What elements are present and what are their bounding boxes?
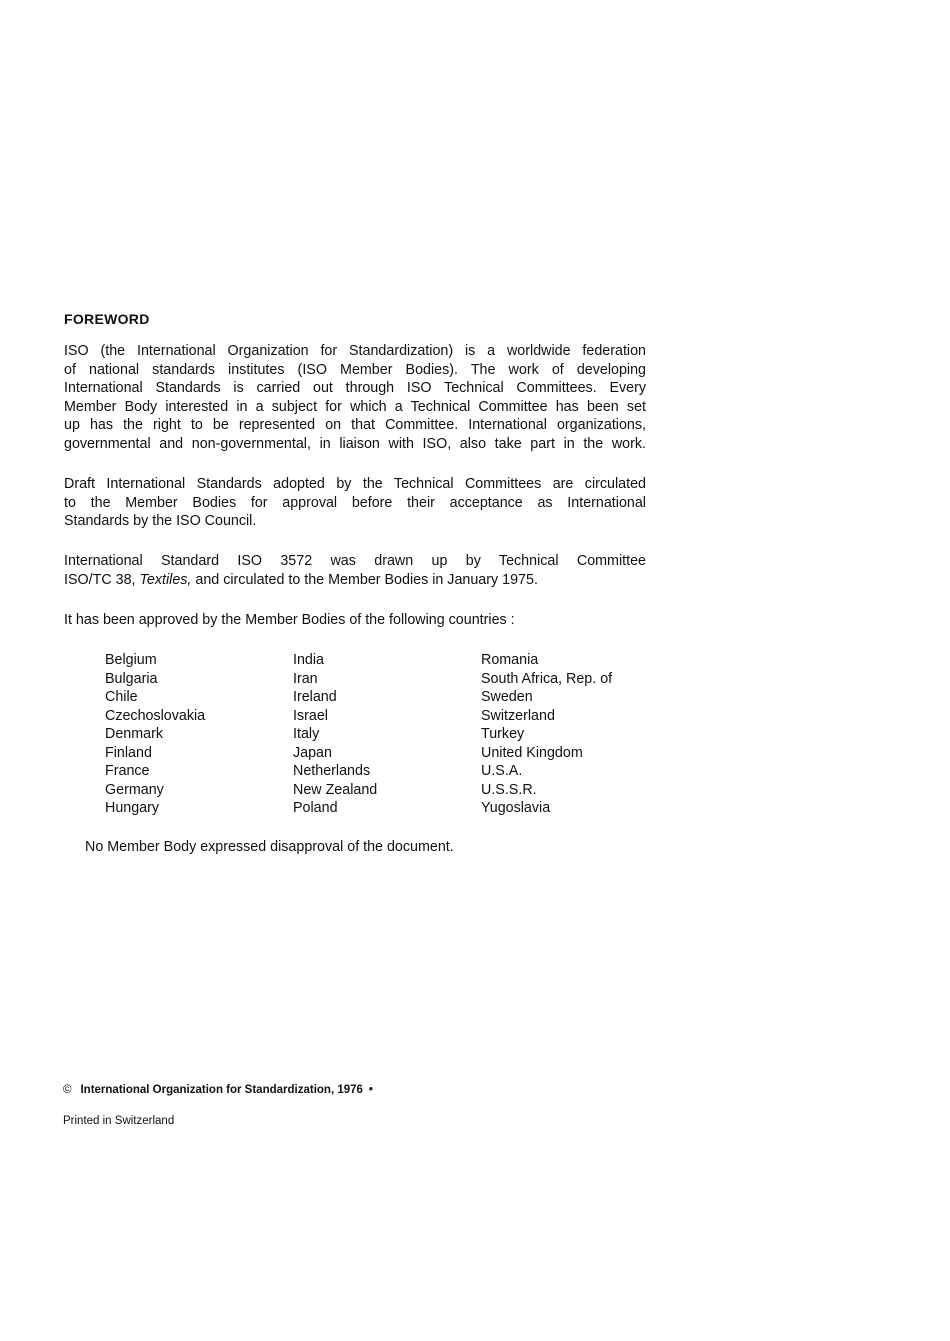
country-item: Chile xyxy=(105,689,138,705)
country-item: United Kingdom xyxy=(481,744,583,761)
country-item: Turkey xyxy=(481,726,525,742)
country-item: New Zealand xyxy=(293,781,378,798)
foreword-paragraph-2 xyxy=(64,475,646,531)
country-item: Belgium xyxy=(105,652,157,668)
country-item: Czechoslovakia xyxy=(105,707,206,724)
country-item: Italy xyxy=(293,726,320,742)
countries-column-1 xyxy=(105,651,205,818)
paragraph-line: governmental and non-governmental, in liaison with ISO, also take part in the work. xyxy=(64,435,646,452)
paragraph-line: International Standards is carried out through ISO Technical Committees. Every xyxy=(64,380,646,396)
country-item: Sweden xyxy=(481,689,533,705)
country-item: U.S.S.R. xyxy=(481,781,537,798)
country-item: South Africa, Rep. of xyxy=(481,670,613,687)
country-item: India xyxy=(293,652,325,668)
country-item: Ireland xyxy=(293,689,337,705)
country-item: Israel xyxy=(293,707,328,724)
country-item: Yugoslavia xyxy=(481,800,551,816)
paragraph-line: Standards by the ISO Council. xyxy=(64,513,257,529)
country-item: Japan xyxy=(293,744,332,761)
copyright-notice xyxy=(63,1084,373,1096)
country-item: Iran xyxy=(293,670,318,687)
paragraph-line: of national standards institutes (ISO Member Bodies). The work of developing xyxy=(64,361,646,378)
paragraph-line: Draft International Standards adopted by the Technical Committees are circulated xyxy=(64,476,646,492)
foreword-paragraph-4: It has been approved by the Member Bodies of the following countries : xyxy=(64,612,515,628)
committee-prefix: ISO/TC 38, xyxy=(64,571,140,588)
country-item: U.S.A. xyxy=(481,763,523,779)
foreword-heading: FOREWORD xyxy=(64,311,150,327)
country-item: Hungary xyxy=(105,800,160,816)
copyright-symbol: © xyxy=(63,1084,72,1096)
country-item: Germany xyxy=(105,781,164,798)
country-item: Netherlands xyxy=(293,763,371,779)
committee-title: Textiles, xyxy=(139,571,192,588)
country-item: Switzerland xyxy=(481,707,555,724)
country-item: Romania xyxy=(481,652,539,668)
committee-suffix: and circulated to the Member Bodies in January 1975. xyxy=(191,571,538,588)
country-item: Poland xyxy=(293,800,338,816)
country-item: France xyxy=(105,763,150,779)
countries-column-3 xyxy=(481,651,612,818)
paragraph-line: up has the right to be represented on that Committee. International organizations, xyxy=(64,417,646,433)
bullet-icon: • xyxy=(368,1084,373,1096)
paragraph-line: Member Body interested in a subject for which a Technical Committee has been set xyxy=(64,398,646,415)
country-item: Bulgaria xyxy=(105,670,158,687)
paragraph-line: International Standard ISO 3572 was drawn up by Technical Committee xyxy=(64,553,646,569)
countries-column-2 xyxy=(293,651,377,818)
paragraph-line: ISO (the International Organization for Standardization) is a worldwide federation xyxy=(64,343,646,359)
paragraph-line: to the Member Bodies for approval before their acceptance as International xyxy=(64,494,646,511)
copyright-text: International Organization for Standardization, 1976 xyxy=(80,1084,363,1096)
no-disapproval-note: No Member Body expressed disapproval of the document. xyxy=(85,839,454,855)
paragraph-line-committee xyxy=(64,571,646,590)
country-item: Finland xyxy=(105,744,152,761)
foreword-paragraph-3 xyxy=(64,552,646,589)
printed-location: Printed in Switzerland xyxy=(63,1115,175,1127)
foreword-paragraph-1 xyxy=(64,342,646,453)
country-item: Denmark xyxy=(105,726,163,742)
